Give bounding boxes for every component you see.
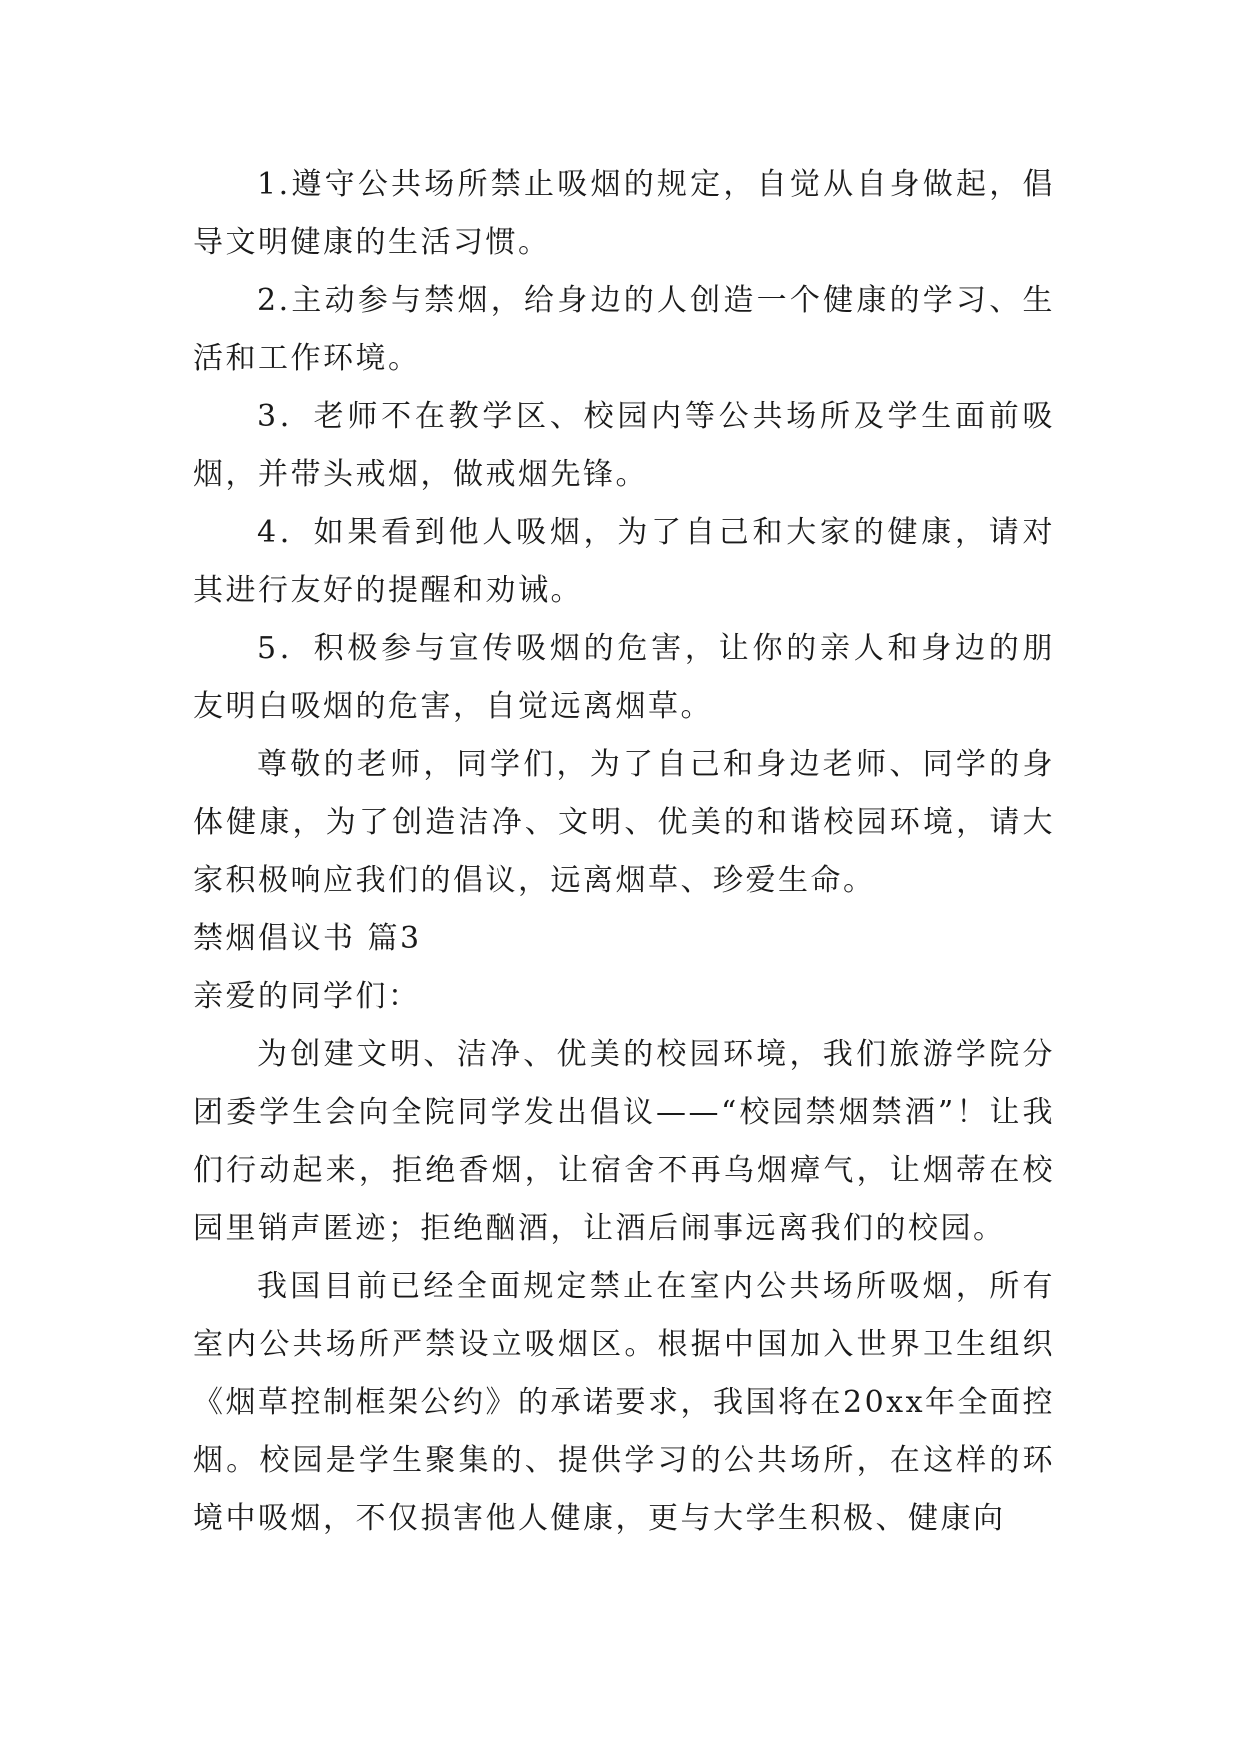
paragraph-item-3: 3．老师不在教学区、校园内等公共场所及学生面前吸烟，并带头戒烟，做戒烟先锋。	[193, 399, 1055, 492]
paragraph-item-2: 2.主动参与禁烟，给身边的人创造一个健康的学习、生活和工作环境。	[193, 283, 1055, 376]
paragraph-item-1: 1.遵守公共场所禁止吸烟的规定，自觉从自身做起，倡导文明健康的生活习惯。	[193, 167, 1055, 260]
document-body	[193, 156, 1055, 1548]
section-heading: 禁烟倡议书 篇3	[193, 921, 422, 956]
closing-paragraph: 尊敬的老师，同学们，为了自己和身边老师、同学的身体健康，为了创造洁净、文明、优美的和谐校园环境，请大家积极响应我们的倡议，远离烟草、珍爱生命。	[193, 747, 1055, 898]
body-paragraph-2: 我国目前已经全面规定禁止在室内公共场所吸烟，所有室内公共场所严禁设立吸烟区。根据中国加入世界卫生组织《烟草控制框架公约》的承诺要求，我国将在20xx年全面控烟。校园是学生聚集的、提供学习的公共场所，在这样的环境中吸烟，不仅损害他人健康，更与大学生积极、健康向	[193, 1269, 1056, 1536]
paragraph-item-5: 5．积极参与宣传吸烟的危害，让你的亲人和身边的朋友明白吸烟的危害，自觉远离烟草。	[193, 631, 1055, 724]
salutation: 亲爱的同学们：	[193, 979, 421, 1014]
body-paragraph-1: 为创建文明、洁净、优美的校园环境，我们旅游学院分团委学生会向全院同学发出倡议——“校园禁烟禁酒”！让我们行动起来，拒绝香烟，让宿舍不再乌烟瘴气，让烟蒂在校园里销声匿迹；拒绝酗酒，让酒后闹事远离我们的校园。	[193, 1037, 1055, 1246]
paragraph-item-4: 4．如果看到他人吸烟，为了自己和大家的健康，请对其进行友好的提醒和劝诫。	[193, 515, 1055, 608]
